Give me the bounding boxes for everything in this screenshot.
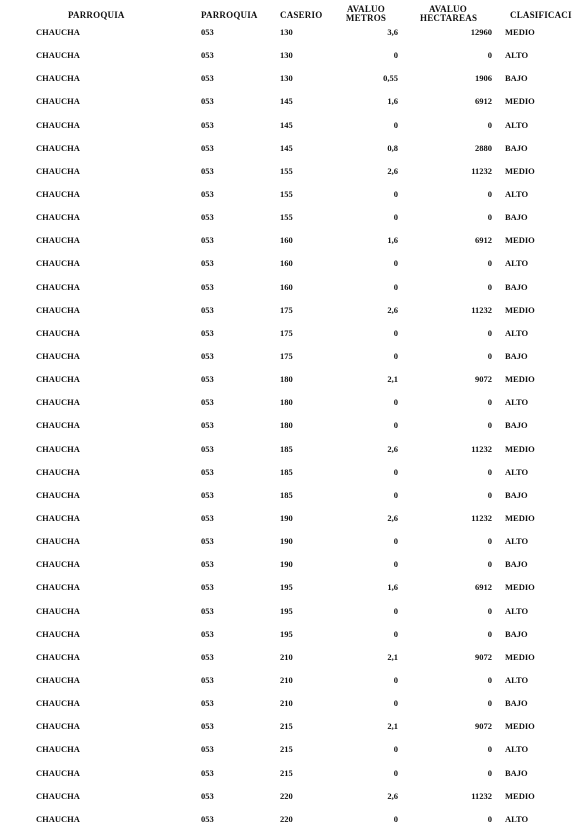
header-parroquia-name: PARROQUIA <box>68 10 125 20</box>
cell-avaluo-metros: 0 <box>393 350 398 361</box>
cell-clasificacion: BAJO <box>505 489 528 500</box>
cell-avaluo-metros: 1,6 <box>387 235 398 246</box>
cell-parroquia: CHAUCHA <box>36 212 80 223</box>
cell-avaluo-metros: 2,6 <box>387 790 398 801</box>
cell-caserio: 130 <box>280 73 293 84</box>
cell-avaluo-metros: 0 <box>393 744 398 755</box>
cell-caserio: 145 <box>280 96 293 107</box>
cell-caserio: 185 <box>280 443 293 454</box>
cell-avaluo-metros: 0 <box>393 327 398 338</box>
cell-parroquia: CHAUCHA <box>36 790 80 801</box>
cell-caserio: 185 <box>280 466 293 477</box>
cell-clasificacion: BAJO <box>505 420 528 431</box>
cell-clasificacion: ALTO <box>505 119 529 130</box>
cell-avaluo-metros: 0,8 <box>387 142 398 153</box>
cell-caserio: 175 <box>280 304 293 315</box>
table-row <box>0 462 577 485</box>
cell-avaluo-hectareas: 11232 <box>471 790 492 801</box>
table-row <box>0 45 577 68</box>
cell-parroquia-code: 053 <box>201 258 214 269</box>
cell-avaluo-metros: 2,1 <box>387 651 398 662</box>
table-row <box>0 184 577 207</box>
cell-parroquia: CHAUCHA <box>36 96 80 107</box>
table-row <box>0 22 577 45</box>
table-row <box>0 300 577 323</box>
cell-avaluo-metros: 0,55 <box>383 73 398 84</box>
cell-parroquia: CHAUCHA <box>36 605 80 616</box>
cell-avaluo-metros: 0 <box>393 559 398 570</box>
cell-caserio: 190 <box>280 559 293 570</box>
cell-caserio: 195 <box>280 628 293 639</box>
cell-parroquia-code: 053 <box>201 674 214 685</box>
cell-clasificacion: BAJO <box>505 767 528 778</box>
cell-avaluo-hectareas: 0 <box>487 50 492 61</box>
cell-clasificacion: BAJO <box>505 142 528 153</box>
cell-avaluo-metros: 0 <box>393 466 398 477</box>
cell-avaluo-hectareas: 0 <box>487 466 492 477</box>
table-row <box>0 277 577 300</box>
cell-avaluo-metros: 2,1 <box>387 721 398 732</box>
cell-avaluo-metros: 2,6 <box>387 304 398 315</box>
cell-parroquia-code: 053 <box>201 350 214 361</box>
cell-avaluo-metros: 0 <box>393 50 398 61</box>
cell-clasificacion: BAJO <box>505 212 528 223</box>
cell-avaluo-hectareas: 2880 <box>475 142 492 153</box>
cell-avaluo-hectareas: 0 <box>487 674 492 685</box>
cell-avaluo-hectareas: 0 <box>487 559 492 570</box>
table-row <box>0 415 577 438</box>
cell-caserio: 175 <box>280 327 293 338</box>
cell-clasificacion: MEDIO <box>505 235 535 246</box>
cell-caserio: 195 <box>280 605 293 616</box>
table-row <box>0 554 577 577</box>
cell-parroquia: CHAUCHA <box>36 721 80 732</box>
cell-parroquia: CHAUCHA <box>36 813 80 824</box>
cell-avaluo-hectareas: 0 <box>487 212 492 223</box>
header-avaluo-metros <box>343 5 389 23</box>
cell-avaluo-hectareas: 0 <box>487 536 492 547</box>
cell-clasificacion: ALTO <box>505 50 529 61</box>
cell-parroquia: CHAUCHA <box>36 235 80 246</box>
cell-parroquia: CHAUCHA <box>36 397 80 408</box>
cell-caserio: 160 <box>280 258 293 269</box>
cell-caserio: 160 <box>280 281 293 292</box>
cell-clasificacion: ALTO <box>505 536 529 547</box>
cell-caserio: 180 <box>280 420 293 431</box>
cell-clasificacion: ALTO <box>505 813 529 824</box>
cell-avaluo-metros: 0 <box>393 489 398 500</box>
cell-parroquia-code: 053 <box>201 698 214 709</box>
cell-avaluo-metros: 0 <box>393 258 398 269</box>
cell-avaluo-hectareas: 9072 <box>475 374 492 385</box>
table-row <box>0 323 577 346</box>
table-row <box>0 647 577 670</box>
cell-parroquia: CHAUCHA <box>36 489 80 500</box>
cell-avaluo-metros: 0 <box>393 281 398 292</box>
cell-caserio: 220 <box>280 813 293 824</box>
cell-parroquia: CHAUCHA <box>36 188 80 199</box>
cell-parroquia: CHAUCHA <box>36 165 80 176</box>
cell-avaluo-hectareas: 0 <box>487 698 492 709</box>
cell-clasificacion: MEDIO <box>505 790 535 801</box>
table-row <box>0 439 577 462</box>
cell-parroquia-code: 053 <box>201 790 214 801</box>
cell-avaluo-metros: 0 <box>393 397 398 408</box>
table-row <box>0 624 577 647</box>
cell-avaluo-hectareas: 0 <box>487 281 492 292</box>
cell-avaluo-hectareas: 0 <box>487 420 492 431</box>
cell-parroquia-code: 053 <box>201 443 214 454</box>
cell-parroquia: CHAUCHA <box>36 512 80 523</box>
header-clasificacion: CLASIFICACI <box>510 10 572 20</box>
table-row <box>0 138 577 161</box>
cell-clasificacion: BAJO <box>505 698 528 709</box>
cell-avaluo-hectareas: 0 <box>487 605 492 616</box>
cell-parroquia: CHAUCHA <box>36 374 80 385</box>
cell-avaluo-hectareas: 11232 <box>471 304 492 315</box>
cell-parroquia-code: 053 <box>201 605 214 616</box>
cell-parroquia-code: 053 <box>201 188 214 199</box>
table-row <box>0 207 577 230</box>
table-row <box>0 346 577 369</box>
cell-clasificacion: ALTO <box>505 327 529 338</box>
cell-caserio: 160 <box>280 235 293 246</box>
cell-avaluo-metros: 2,6 <box>387 165 398 176</box>
cell-parroquia-code: 053 <box>201 721 214 732</box>
header-avaluo-hectareas-line1: AVALUO <box>429 4 467 14</box>
cell-avaluo-hectareas: 11232 <box>471 443 492 454</box>
table-row <box>0 485 577 508</box>
cell-avaluo-hectareas: 6912 <box>475 96 492 107</box>
cell-clasificacion: BAJO <box>505 559 528 570</box>
cell-parroquia: CHAUCHA <box>36 443 80 454</box>
cell-parroquia: CHAUCHA <box>36 559 80 570</box>
cell-clasificacion: BAJO <box>505 628 528 639</box>
cell-avaluo-metros: 0 <box>393 698 398 709</box>
cell-avaluo-metros: 0 <box>393 212 398 223</box>
cell-parroquia-code: 053 <box>201 420 214 431</box>
cell-caserio: 145 <box>280 142 293 153</box>
cell-caserio: 215 <box>280 721 293 732</box>
cell-avaluo-metros: 0 <box>393 674 398 685</box>
cell-parroquia: CHAUCHA <box>36 142 80 153</box>
cell-caserio: 180 <box>280 374 293 385</box>
cell-parroquia: CHAUCHA <box>36 281 80 292</box>
cell-caserio: 190 <box>280 512 293 523</box>
cell-caserio: 145 <box>280 119 293 130</box>
cell-avaluo-metros: 0 <box>393 767 398 778</box>
cell-avaluo-hectareas: 0 <box>487 397 492 408</box>
table-row <box>0 369 577 392</box>
cell-parroquia-code: 053 <box>201 559 214 570</box>
cell-clasificacion: MEDIO <box>505 721 535 732</box>
cell-clasificacion: ALTO <box>505 605 529 616</box>
table-row <box>0 716 577 739</box>
cell-parroquia: CHAUCHA <box>36 651 80 662</box>
cell-parroquia-code: 053 <box>201 813 214 824</box>
header-avaluo-hectareas-line2: HECTAREAS <box>420 13 478 23</box>
cell-parroquia: CHAUCHA <box>36 767 80 778</box>
cell-parroquia-code: 053 <box>201 582 214 593</box>
table-row <box>0 601 577 624</box>
cell-caserio: 155 <box>280 188 293 199</box>
header-avaluo-metros-line1: AVALUO <box>347 4 385 14</box>
cell-parroquia: CHAUCHA <box>36 466 80 477</box>
cell-parroquia-code: 053 <box>201 327 214 338</box>
cell-parroquia: CHAUCHA <box>36 327 80 338</box>
cell-avaluo-metros: 0 <box>393 188 398 199</box>
cell-parroquia-code: 053 <box>201 281 214 292</box>
table-row <box>0 115 577 138</box>
cell-parroquia: CHAUCHA <box>36 674 80 685</box>
cell-parroquia-code: 053 <box>201 212 214 223</box>
cell-parroquia: CHAUCHA <box>36 744 80 755</box>
cell-avaluo-hectareas: 0 <box>487 628 492 639</box>
cell-parroquia-code: 053 <box>201 50 214 61</box>
cell-caserio: 210 <box>280 674 293 685</box>
header-parroquia-code: PARROQUIA <box>201 10 258 20</box>
cell-clasificacion: ALTO <box>505 674 529 685</box>
cell-avaluo-metros: 0 <box>393 813 398 824</box>
header-avaluo-hectareas <box>420 5 476 23</box>
table-body <box>0 22 577 832</box>
cell-parroquia: CHAUCHA <box>36 536 80 547</box>
table-row <box>0 230 577 253</box>
cell-avaluo-metros: 0 <box>393 420 398 431</box>
cell-caserio: 210 <box>280 651 293 662</box>
cell-parroquia: CHAUCHA <box>36 304 80 315</box>
cell-parroquia-code: 053 <box>201 374 214 385</box>
cell-parroquia: CHAUCHA <box>36 50 80 61</box>
cell-parroquia-code: 053 <box>201 27 214 37</box>
table-row <box>0 577 577 600</box>
table-row <box>0 161 577 184</box>
cell-caserio: 130 <box>280 27 293 37</box>
cell-avaluo-metros: 2,6 <box>387 443 398 454</box>
cell-avaluo-hectareas: 0 <box>487 119 492 130</box>
cell-parroquia-code: 053 <box>201 397 214 408</box>
cell-caserio: 215 <box>280 767 293 778</box>
cell-clasificacion: MEDIO <box>505 512 535 523</box>
cell-avaluo-metros: 0 <box>393 536 398 547</box>
cell-avaluo-metros: 1,6 <box>387 582 398 593</box>
cell-clasificacion: MEDIO <box>505 374 535 385</box>
cell-parroquia-code: 053 <box>201 651 214 662</box>
cell-parroquia: CHAUCHA <box>36 258 80 269</box>
table-row <box>0 91 577 114</box>
cell-clasificacion: MEDIO <box>505 582 535 593</box>
table-row <box>0 786 577 809</box>
cell-parroquia-code: 053 <box>201 628 214 639</box>
cell-avaluo-hectareas: 1906 <box>475 73 492 84</box>
cell-parroquia-code: 053 <box>201 512 214 523</box>
cell-caserio: 180 <box>280 397 293 408</box>
cell-clasificacion: BAJO <box>505 350 528 361</box>
cell-caserio: 215 <box>280 744 293 755</box>
table-row <box>0 809 577 832</box>
cell-caserio: 185 <box>280 489 293 500</box>
cell-clasificacion: ALTO <box>505 258 529 269</box>
cell-avaluo-hectareas: 0 <box>487 258 492 269</box>
cell-clasificacion: MEDIO <box>505 165 535 176</box>
table-row <box>0 739 577 762</box>
cell-parroquia-code: 053 <box>201 536 214 547</box>
cell-clasificacion: BAJO <box>505 73 528 84</box>
table-row <box>0 68 577 91</box>
cell-parroquia: CHAUCHA <box>36 73 80 84</box>
cell-parroquia: CHAUCHA <box>36 350 80 361</box>
cell-parroquia-code: 053 <box>201 744 214 755</box>
table-row <box>0 670 577 693</box>
cell-clasificacion: ALTO <box>505 744 529 755</box>
cell-clasificacion: MEDIO <box>505 651 535 662</box>
cell-parroquia-code: 053 <box>201 96 214 107</box>
table-row <box>0 693 577 716</box>
cell-avaluo-hectareas: 12960 <box>470 27 492 37</box>
cell-parroquia-code: 053 <box>201 73 214 84</box>
cell-parroquia: CHAUCHA <box>36 420 80 431</box>
cell-parroquia-code: 053 <box>201 119 214 130</box>
cell-clasificacion: ALTO <box>505 188 529 199</box>
cell-parroquia: CHAUCHA <box>36 119 80 130</box>
cell-caserio: 190 <box>280 536 293 547</box>
cell-parroquia-code: 053 <box>201 165 214 176</box>
cell-clasificacion: MEDIO <box>505 96 535 107</box>
cell-caserio: 220 <box>280 790 293 801</box>
cell-parroquia-code: 053 <box>201 489 214 500</box>
cell-parroquia: CHAUCHA <box>36 698 80 709</box>
cell-avaluo-metros: 0 <box>393 119 398 130</box>
cell-parroquia-code: 053 <box>201 304 214 315</box>
cell-avaluo-hectareas: 0 <box>487 813 492 824</box>
cell-avaluo-hectareas: 0 <box>487 188 492 199</box>
cell-caserio: 155 <box>280 212 293 223</box>
table-row <box>0 531 577 554</box>
cell-caserio: 210 <box>280 698 293 709</box>
cell-avaluo-metros: 3,6 <box>387 27 398 37</box>
cell-parroquia-code: 053 <box>201 142 214 153</box>
cell-avaluo-hectareas: 0 <box>487 744 492 755</box>
table-row <box>0 253 577 276</box>
table-row <box>0 392 577 415</box>
cell-avaluo-hectareas: 9072 <box>475 721 492 732</box>
cell-avaluo-hectareas: 11232 <box>471 165 492 176</box>
cell-avaluo-metros: 2,6 <box>387 512 398 523</box>
cell-avaluo-hectareas: 9072 <box>475 651 492 662</box>
cell-parroquia: CHAUCHA <box>36 628 80 639</box>
cell-clasificacion: BAJO <box>505 281 528 292</box>
cell-avaluo-hectareas: 0 <box>487 350 492 361</box>
cell-caserio: 130 <box>280 50 293 61</box>
cell-parroquia-code: 053 <box>201 235 214 246</box>
cell-clasificacion: ALTO <box>505 466 529 477</box>
cell-avaluo-hectareas: 0 <box>487 327 492 338</box>
cell-caserio: 195 <box>280 582 293 593</box>
cell-parroquia: CHAUCHA <box>36 27 80 37</box>
cell-clasificacion: ALTO <box>505 397 529 408</box>
table-row <box>0 508 577 531</box>
cell-clasificacion: MEDIO <box>505 304 535 315</box>
cell-parroquia-code: 053 <box>201 466 214 477</box>
header-avaluo-metros-line2: METROS <box>345 13 387 23</box>
cell-avaluo-hectareas: 0 <box>487 767 492 778</box>
header-caserio: CASERIO <box>280 10 323 20</box>
cell-parroquia-code: 053 <box>201 767 214 778</box>
cell-clasificacion: MEDIO <box>505 27 535 37</box>
cell-avaluo-hectareas: 6912 <box>475 235 492 246</box>
cell-avaluo-metros: 2,1 <box>387 374 398 385</box>
cell-avaluo-metros: 1,6 <box>387 96 398 107</box>
cell-clasificacion: MEDIO <box>505 443 535 454</box>
cell-caserio: 175 <box>280 350 293 361</box>
cell-avaluo-hectareas: 6912 <box>475 582 492 593</box>
cell-avaluo-metros: 0 <box>393 605 398 616</box>
cell-caserio: 155 <box>280 165 293 176</box>
cell-parroquia: CHAUCHA <box>36 582 80 593</box>
cell-avaluo-hectareas: 11232 <box>471 512 492 523</box>
cell-avaluo-metros: 0 <box>393 628 398 639</box>
cell-avaluo-hectareas: 0 <box>487 489 492 500</box>
table-row <box>0 763 577 786</box>
